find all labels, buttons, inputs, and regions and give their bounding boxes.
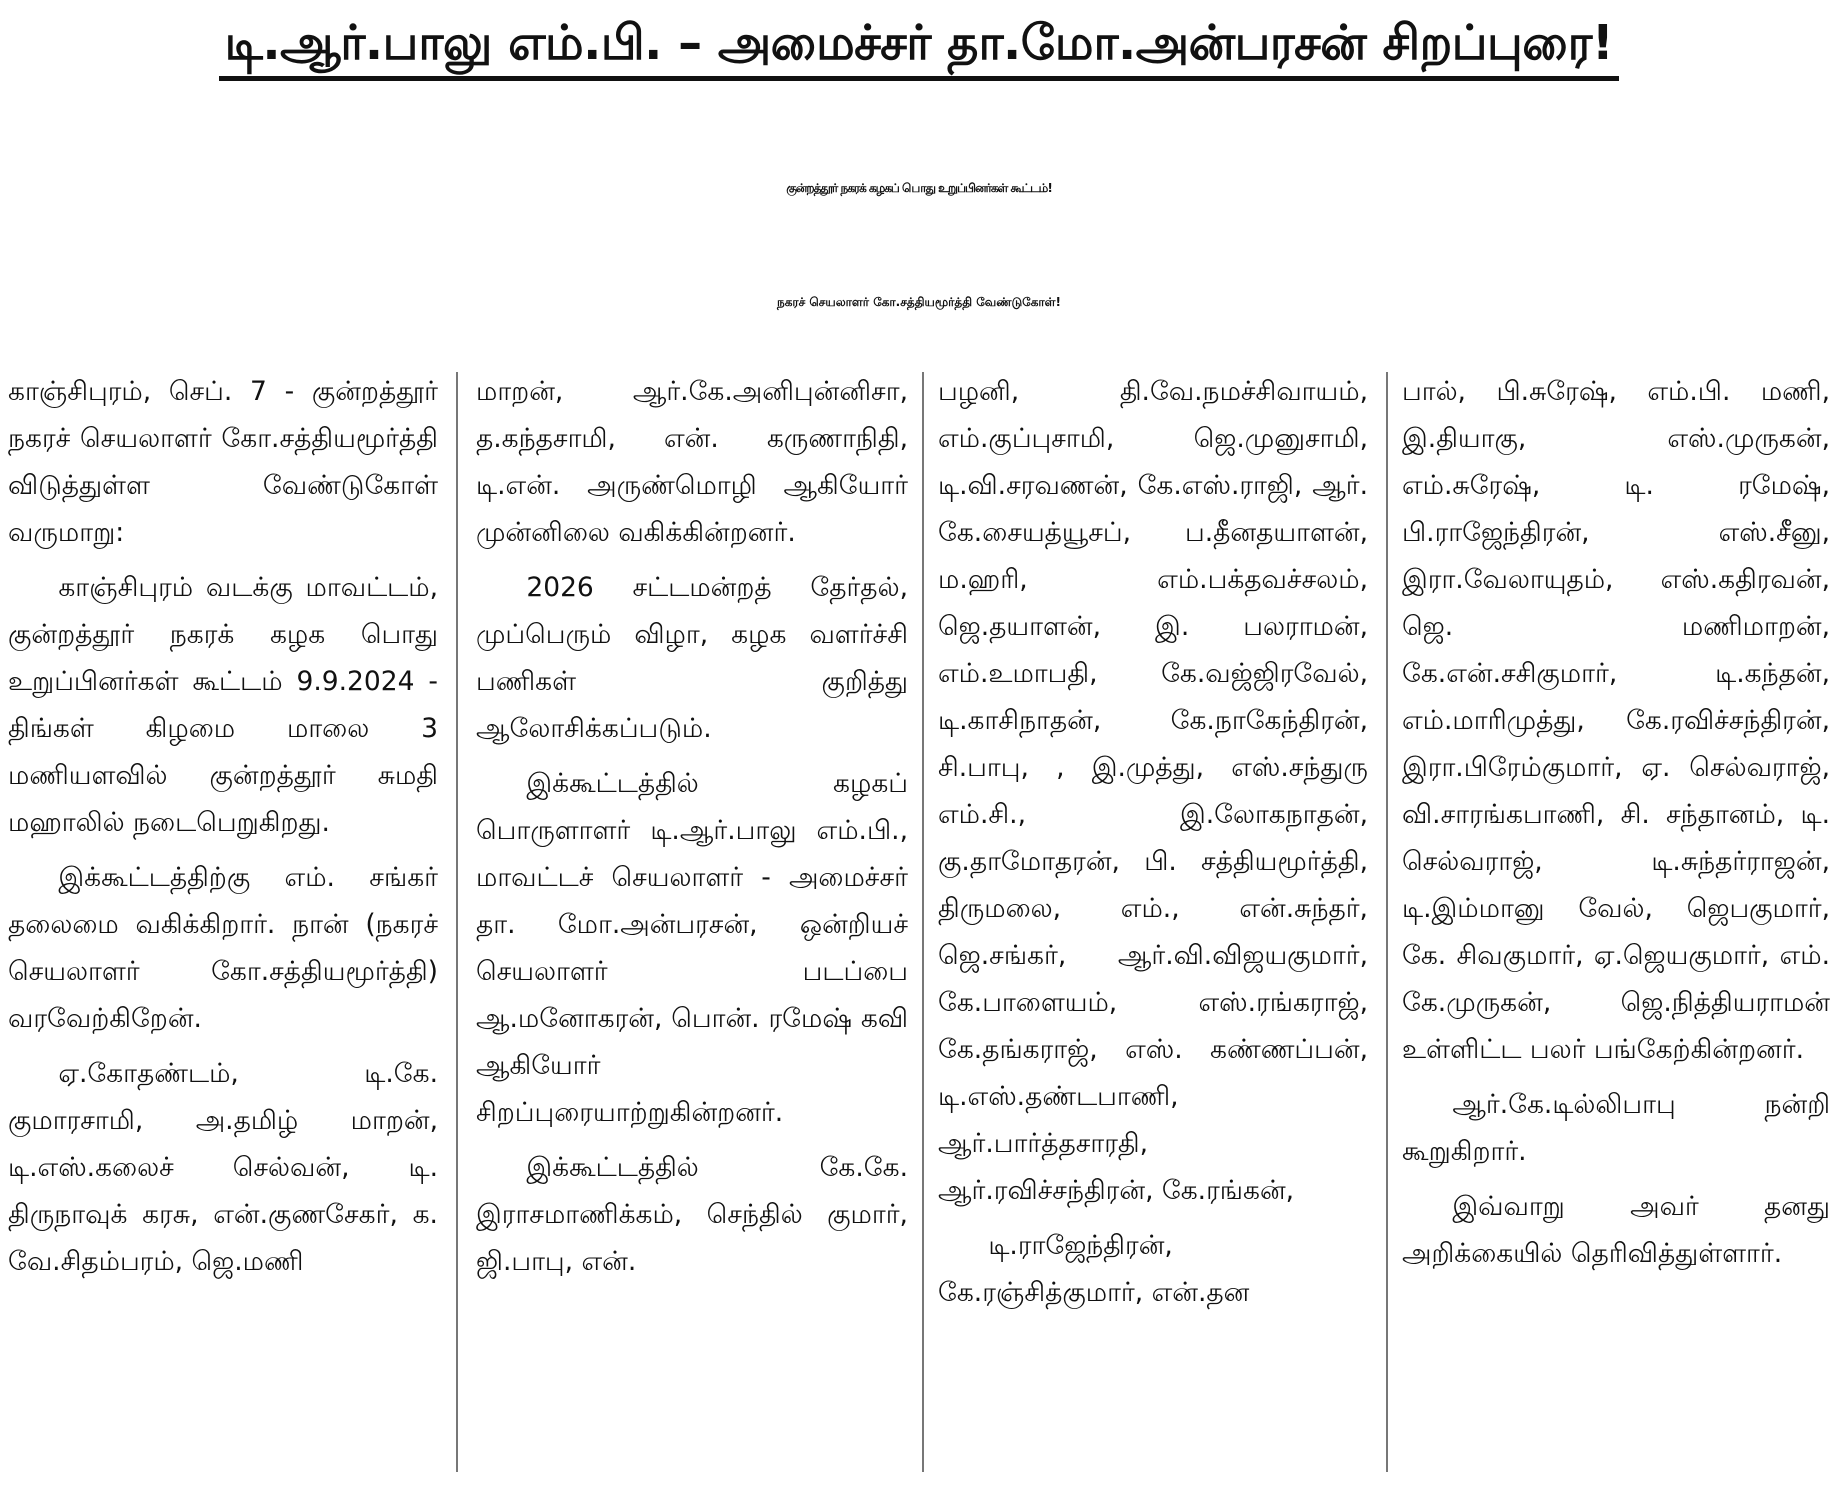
dateline-paragraph: காஞ்சிபுரம், செப். 7 - குன்றத்தூர் நகரச் செயலாளர் கோ.சத்தியமூர்த்தி விடுத்துள்ள வேண்டுகோள் வருமாறு: xyxy=(8,376,438,548)
article-column-2 xyxy=(476,368,908,1480)
body-paragraph: இக்கூட்டத்திற்கு எம். சங்கர் தலைமை வகிக்கிறார். நான் (நகரச் செயலாளர் கோ.சத்தியமூர்த்தி) வரவேற்கிறேன். xyxy=(8,862,438,1034)
kicker-container xyxy=(0,10,1838,81)
main-headline: குன்றத்தூர் நகரக் கழகப் பொது உறுப்பினர்கள் கூட்டம்! xyxy=(786,181,1052,195)
body-paragraph: டி.ராஜேந்திரன், கே.ரஞ்சித்குமார், என்.தன xyxy=(938,1230,1250,1308)
article-column-1 xyxy=(8,368,438,1480)
kicker-headline: டி.ஆர்.பாலு எம்.பி. – அமைச்சர் தா.மோ.அன்பரசன் சிறப்புரை! xyxy=(219,10,1620,81)
body-paragraph: மாறன், ஆர்.கே.அனிபுன்னிசா, த.கந்தசாமி, என். கருணாநிதி, டி.என். அருண்மொழி ஆகியோர் முன்னிலை வகிக்கின்றனர். xyxy=(476,376,908,548)
body-paragraph: ஆர்.கே.டில்லிபாபு நன்றி கூறுகிறார். xyxy=(1402,1089,1830,1167)
column-divider xyxy=(1386,372,1388,1472)
closing-paragraph: இவ்வாறு அவர் தனது அறிக்கையில் தெரிவித்துள்ளார். xyxy=(1402,1191,1830,1269)
column-divider xyxy=(922,372,924,1472)
body-paragraph: 2026 சட்டமன்றத் தேர்தல், முப்பெரும் விழா, கழக வளர்ச்சி பணிகள் குறித்து ஆலோசிக்கப்படும். xyxy=(476,572,908,744)
article-column-4 xyxy=(1402,368,1830,1480)
body-paragraph: காஞ்சிபுரம் வடக்கு மாவட்டம், குன்றத்தூர் நகரக் கழக பொது உறுப்பினர்கள் கூட்டம் 9.9.2024 - திங்கள் கிழமை மாலை 3 மணியளவில் குன்றத்தூர் சுமதி மஹாலில் நடைபெறுகிறது. xyxy=(8,572,438,838)
sub-headline: நகரச் செயலாளர் கோ.சத்தியமூர்த்தி வேண்டுகோள்! xyxy=(777,295,1061,309)
name-list-paragraph: பால், பி.சுரேஷ், எம்.பி. மணி, இ.தியாகு, எஸ்.முருகன், எம்.சுரேஷ், டி. ரமேஷ், பி.ராஜேந்திரன், எஸ்.சீனு, இரா.வேலாயுதம், எஸ்.கதிரவன், ஜெ. மணிமாறன், கே.என்.சசிகுமார், டி.கந்தன், எம்.மாரிமுத்து, கே.ரவிச்சந்திரன், இரா.பிரேம்குமார், ஏ. செல்வராஜ், வி.சாரங்கபாணி, சி. சந்தானம், டி. செல்வராஜ், டி.சுந்தர்ராஜன், டி.இம்மானு வேல், ஜெபகுமார், கே. சிவகுமார், ஏ.ஜெயகுமார், எம். கே.முருகன், ஜெ.நித்தியராமன் உள்ளிட்ட பலர் பங்கேற்கின்றனர். xyxy=(1402,376,1830,1065)
body-paragraph: இக்கூட்டத்தில் கழகப் பொருளாளர் டி.ஆர்.பாலு எம்.பி., மாவட்டச் செயலாளர் - அமைச்சர் தா. மோ.அன்பரசன், ஒன்றியச் செயலாளர் படப்பை ஆ.மனோகரன், பொன். ரமேஷ் கவி ஆகியோர் சிறப்புரையாற்றுகின்றனர். xyxy=(476,768,908,1128)
column-divider xyxy=(456,372,458,1472)
name-list-paragraph: பழனி, தி.வே.நமச்சிவாயம், எம்.குப்புசாமி, ஜெ.முனுசாமி, டி.வி.சரவணன், கே.எஸ்.ராஜி, ஆர். கே.சையத்யூசப், ப.தீனதயாளன், ம.ஹரி, எம்.பக்தவச்சலம், ஜெ.தயாளன், இ. பலராமன், எம்.உமாபதி, கே.வஜ்ஜிரவேல், டி.காசிநாதன், கே.நாகேந்திரன், சி.பாபு, , இ.முத்து, எஸ்.சந்துரு எம்.சி., இ.லோகநாதன், கு.தாமோதரன், பி. சத்தியமூர்த்தி, திருமலை, எம்., என்.சுந்தர், ஜெ.சங்கர், ஆர்.வி.விஜயகுமார், கே.பாளையம், எஸ்.ரங்கராஜ், கே.தங்கராஜ், எஸ். கண்ணப்பன், டி.எஸ்.தண்டபாணி, ஆர்.பார்த்தசாரதி, ஆர்.ரவிச்சந்திரன், கே.ரங்கன், xyxy=(938,376,1368,1206)
body-paragraph: இக்கூட்டத்தில் கே.கே. இராசமாணிக்கம், செந்தில் குமார், ஜி.பாபு, என். xyxy=(476,1152,908,1277)
body-paragraph: ஏ.கோதண்டம், டி.கே. குமாரசாமி, அ.தமிழ் மாறன், டி.எஸ்.கலைச் செல்வன், டி. திருநாவுக் கரசு, என்.குணசேகர், க. வே.சிதம்பரம், ஜெ.மணி xyxy=(8,1058,438,1277)
article-column-3 xyxy=(938,368,1368,1480)
